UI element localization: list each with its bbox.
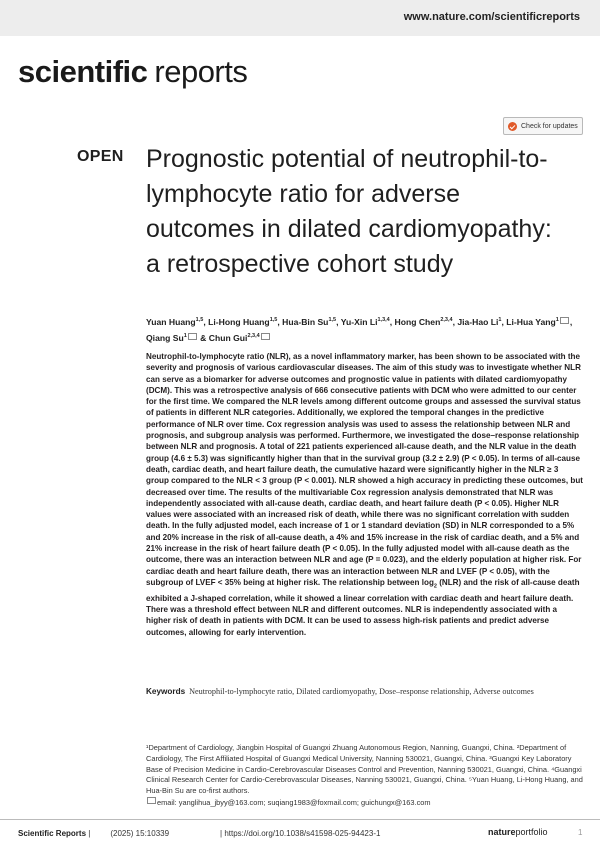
author-separator: & bbox=[197, 332, 209, 343]
author-affiliation-marker: 1,5 bbox=[328, 317, 337, 323]
email-icon[interactable] bbox=[560, 317, 569, 324]
author-separator: , bbox=[203, 316, 209, 327]
footer-doi-wrap: | https://doi.org/10.1038/s41598-025-94423-1 bbox=[220, 829, 381, 838]
author-affiliation-marker: 1 bbox=[555, 317, 559, 323]
author-name[interactable]: Li-Hua Yang bbox=[506, 316, 556, 327]
check-updates-icon bbox=[508, 122, 517, 131]
publisher-logo-part2: portfolio bbox=[515, 827, 548, 837]
check-for-updates-label: Check for updates bbox=[521, 122, 578, 130]
author-separator: , bbox=[452, 316, 458, 327]
email-icon[interactable] bbox=[188, 333, 197, 340]
abstract-text-end: (NLR) and the risk of all-cause death exhibited a J-shaped correlation, while it showed a linear correlation with cardiac death and heart failure death. There was a threshold effect between NLR and different outcomes. NLR is independently associated with a higher risk of death in patients with DCM. It can be used to assess high-risk patients and predict adverse outcomes, allowing for early intervention. bbox=[146, 577, 580, 637]
author-separator: , bbox=[501, 316, 507, 327]
author-name[interactable]: Hong Chen bbox=[394, 316, 441, 327]
journal-logo bbox=[18, 54, 247, 90]
author-name[interactable]: Yuan Huang bbox=[146, 316, 196, 327]
journal-url[interactable]: www.nature.com/scientificreports bbox=[403, 11, 580, 23]
author-affiliation-marker: 1,3,4 bbox=[377, 317, 390, 323]
footer-volume: (2025) 15:10339 bbox=[110, 829, 170, 838]
top-bar bbox=[0, 0, 600, 36]
author-separator: , bbox=[569, 316, 573, 327]
footer-doi[interactable]: https://doi.org/10.1038/s41598-025-94423-1 bbox=[224, 829, 381, 838]
keywords-text: Neutrophil-to-lymphocyte ratio, Dilated cardiomyopathy, Dose–response relationship, Adverse outcomes bbox=[189, 687, 534, 696]
author-separator: , bbox=[336, 316, 341, 327]
journal-logo-part2: reports bbox=[154, 54, 248, 89]
page-number: 1 bbox=[578, 828, 583, 837]
publisher-logo bbox=[488, 827, 548, 837]
author-separator: , bbox=[277, 316, 283, 327]
footer-divider bbox=[0, 819, 600, 820]
check-for-updates-button[interactable] bbox=[503, 117, 583, 135]
author-name[interactable]: Chun Gui bbox=[208, 332, 248, 343]
author-list bbox=[146, 313, 576, 345]
author-name[interactable]: Hua-Bin Su bbox=[282, 316, 329, 327]
correspondence-emails[interactable]: email: yanglihua_jbyy@163.com; suqiang1983@foxmail.com; guichungx@163.com bbox=[146, 797, 583, 809]
open-access-label: OPEN bbox=[77, 148, 124, 165]
author-affiliation-marker: 1,5 bbox=[269, 317, 278, 323]
journal-logo-part1: scientific bbox=[18, 54, 148, 89]
article-title: Prognostic potential of neutrophil-to-lymphocyte ratio for adverse outcomes in dilated cardiomyopathy: a retrospective cohort study bbox=[146, 145, 552, 278]
keywords-label: Keywords bbox=[146, 687, 186, 696]
author-affiliation-marker: 2,3,4 bbox=[440, 317, 453, 323]
author-name[interactable]: Jia-Hao Li bbox=[457, 316, 499, 327]
affiliations bbox=[146, 743, 583, 809]
author-affiliation-marker: 1 bbox=[498, 317, 502, 323]
keywords bbox=[146, 686, 583, 697]
author-separator: , bbox=[389, 316, 395, 327]
affiliations-text: ¹Department of Cardiology, Jiangbin Hospital of Guangxi Zhuang Autonomous Region, Nanning, Guangxi, China. ²Department of Cardiology, The First Affiliated Hospital of Guangxi Medical University, Nanning 530021, Guangxi, China. ³Guangxi Key Laboratory Base of Precision Medicine in Cardio-Cerebrovascular Diseases Control and Prevention, Nanning 530021, Guangxi, China. ⁴Guangxi Clinical Research Center for Cardio-Cerebrovascular Diseases, Nanning 530021, Guangxi, China. ⁵Yuan Huang, Li-Hong Huang, and Hua-Bin Su are co-first authors. bbox=[146, 743, 583, 796]
abstract bbox=[146, 351, 583, 638]
author-name[interactable]: Li-Hong Huang bbox=[208, 316, 270, 327]
author-name[interactable]: Yu-Xin Li bbox=[340, 316, 378, 327]
footer-citation: Scientific Reports | (2025) 15:10339 bbox=[18, 829, 170, 838]
abstract-subscript: 2 bbox=[433, 583, 437, 590]
author-affiliation-marker: 1,5 bbox=[195, 317, 204, 323]
email-icon bbox=[147, 797, 156, 804]
publisher-logo-part1: nature bbox=[488, 827, 516, 837]
abstract-text: Neutrophil-to-lymphocyte ratio (NLR), as a novel inflammatory marker, has been shown to be associated with the severity and prognosis of various cardiovascular diseases. The aim of this study was to investigate whether NLR can serve as a biomarker for adverse outcomes and prognostic value in patients with dilated cardiomyopathy (DCM). This was a retrospective analysis of 666 consecutive patients with DCM who were admitted to our center for the first time. We compared the NLR levels among different outcome groups and assessed the survival status of patients in different NLR categories. Additionally, we explored the temporal changes in the predictive performance of NLR over time. Cox regression analysis was used to assess the relationship between NLR and prognosis, and subgroup analysis was performed. Furthermore, we investigated the dose–response relationship between NLR and prognosis. A total of 221 patients experienced all-cause death, and the NLR value in the death group (4.6 ± 5.3) was significantly higher than that in the survival group (3.2 ± 2.9) (P < 0.05). In terms of all-cause death, cardiac death, and heart failure death, the cumulative hazard were significantly higher in the NLR ≥ 3 group compared to the NLR < 3 group (P < 0.001). NLR showed a high accuracy in predicting these outcomes, but decreased over time. The results of the multivariable Cox regression analysis demonstrated that NLR was independently associated with all-cause death, cardiac death, and heart failure death (P < 0.05). Higher NLR values were associated with an increased risk of death, while there was no significant correlation with sudden death. In the fully adjusted model, each increase of 1 or 1 standard deviation (SD) in NLR corresponded to a 5% and 20% increase in the risk of all-cause death, a 4% and 15% increase in the risk of cardiac death, and a 5% and 21% increase in the risk of heart failure death (P < 0.05). In the fully adjusted model with all-cause death as the outcome, there was an interaction between NLR and age (P = 0.023), and the elderly population at higher risk. For cardiac death and heart failure death, there was an interaction between NLR and LVEF (P < 0.05), with the subgroup of LVEF < 35% being at higher risk. The relationship between log bbox=[146, 352, 583, 587]
author-affiliation-marker: 1 bbox=[183, 332, 187, 339]
author-affiliation-marker: 2,3,4 bbox=[247, 332, 260, 339]
author-name[interactable]: Qiang Su bbox=[146, 332, 184, 343]
email-icon[interactable] bbox=[261, 333, 270, 340]
footer-journal: Scientific Reports bbox=[18, 829, 87, 838]
